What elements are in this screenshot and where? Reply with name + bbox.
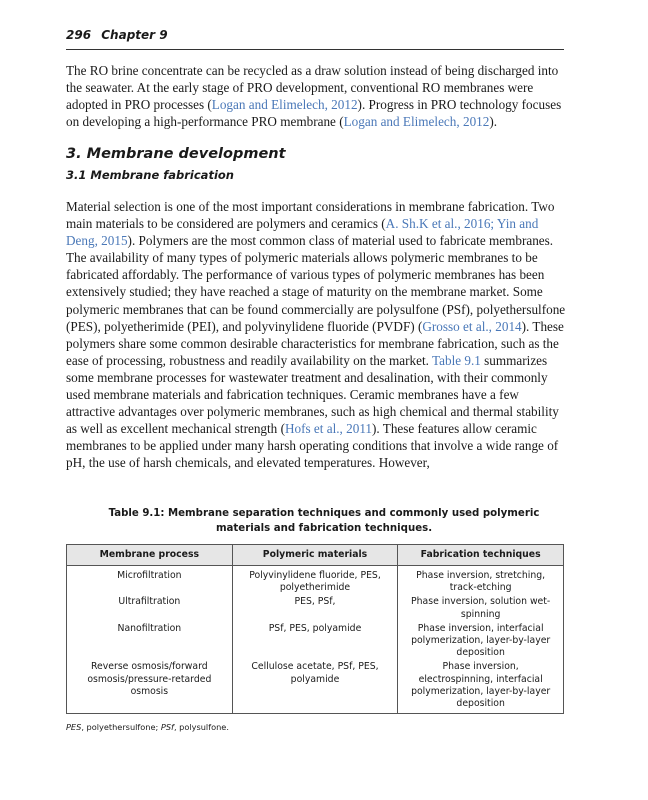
page-header — [66, 28, 564, 48]
table-cell: Phase inversion, stretching, track-etching — [398, 566, 564, 595]
subsection-heading: 3.1 Membrane fabrication — [66, 168, 234, 182]
intro-paragraph — [66, 62, 566, 130]
citation-link[interactable]: Grosso et al., 2014 — [422, 318, 522, 334]
chapter-label: Chapter 9 — [101, 28, 168, 42]
table-caption: Table 9.1: Membrane separation techniques and commonly used polymeric materials and fabrication techniques. — [108, 508, 540, 534]
section-heading: 3. Membrane development — [66, 146, 286, 162]
abbreviation: PSf — [160, 722, 174, 732]
table-reference-link[interactable]: Table 9.1 — [431, 352, 481, 368]
text-run: The RO brine concentrate can be recycled as a draw solution instead of being discharged into the seawater. At the early stage of PRO development, conventional RO membranes were adopted in PRO processes ( — [66, 63, 559, 113]
citation-link[interactable]: Logan and Elimelech, 2012 — [211, 97, 358, 113]
citation-link[interactable]: A. Sh.K et al., 2016; Yin and Deng, 2015 — [66, 216, 539, 249]
text-run: ). Polymers are the most common class of material used to fabricate membranes. The availability of many types of polymeric materials allows polymeric membranes to be fabricated affordably. The performance of various types of polymeric membranes has been extensively studied; they have reached a stage of maturity on the membrane market. Some polymeric membranes that can be found commercially are polysulfone (PSf), polyethersulfone (PES), polyetherimide (PEI), and polyvinylidene fluoride (PVDF) ( — [66, 233, 566, 334]
abbreviation: PES — [66, 722, 82, 732]
text-run: summarizes some membrane processes for wastewater treatment and desalination, with their commonly used membrane materials and fabrication techniques. Ceramic membranes have a few attractive advantages over polymeric membranes, such as high chemical and thermal stability as well as excellent mechanical strength ( — [66, 352, 559, 437]
text-run: ). These polymers share some common desirable characteristics for membrane fabrication, such as the ease of processing, robustness and readily availability on the market. — [66, 318, 564, 368]
header-rule — [66, 49, 564, 50]
table-cell: PES, PSf, — [232, 594, 398, 620]
table-row — [67, 594, 564, 620]
definition: , polyethersulfone; — [81, 722, 161, 732]
table-header-row — [67, 545, 564, 566]
table-row — [67, 566, 564, 595]
table-cell: Microfiltration — [67, 566, 233, 595]
table-cell: Phase inversion, electrospinning, interfacial polymerization, layer-by-layer deposition — [398, 659, 564, 713]
table-row — [67, 659, 564, 713]
text-run: ). — [489, 114, 498, 130]
table-cell: Reverse osmosis/forward osmosis/pressure-retarded osmosis — [67, 659, 233, 713]
table-cell: Cellulose acetate, PSf, PES, polyamide — [232, 659, 398, 713]
table-cell: Phase inversion, solution wet-spinning — [398, 594, 564, 620]
column-header: Polymeric materials — [232, 545, 398, 566]
column-header: Fabrication techniques — [398, 545, 564, 566]
citation-link[interactable]: Logan and Elimelech, 2012 — [343, 114, 490, 130]
text-run: ). These features allow ceramic membranes to be applied under many harsh operating conditions that involve a wide range of pH, the use of harsh chemicals, and elevated temperatures. However, — [66, 421, 559, 471]
table-cell: Nanofiltration — [67, 621, 233, 660]
table-cell: Polyvinylidene fluoride, PES, polyetherimide — [232, 566, 398, 595]
body-paragraph — [66, 198, 568, 472]
table-row — [67, 621, 564, 660]
citation-link[interactable]: Hofs et al., 2011 — [284, 421, 373, 437]
table-cell: PSf, PES, polyamide — [232, 621, 398, 660]
definition: , polysulfone. — [173, 722, 229, 732]
text-run: Material selection is one of the most important considerations in membrane fabrication. Two main materials to be considered are polymers and ceramics ( — [66, 199, 555, 232]
table-cell: Phase inversion, interfacial polymerization, layer-by-layer deposition — [398, 621, 564, 660]
table-cell: Ultrafiltration — [67, 594, 233, 620]
column-header: Membrane process — [67, 545, 233, 566]
page-number: 296 — [66, 28, 92, 42]
membrane-table — [66, 544, 564, 714]
table-footnote — [66, 722, 229, 732]
text-run: ). Progress in PRO technology focuses on developing a high-performance PRO membrane ( — [66, 97, 562, 130]
